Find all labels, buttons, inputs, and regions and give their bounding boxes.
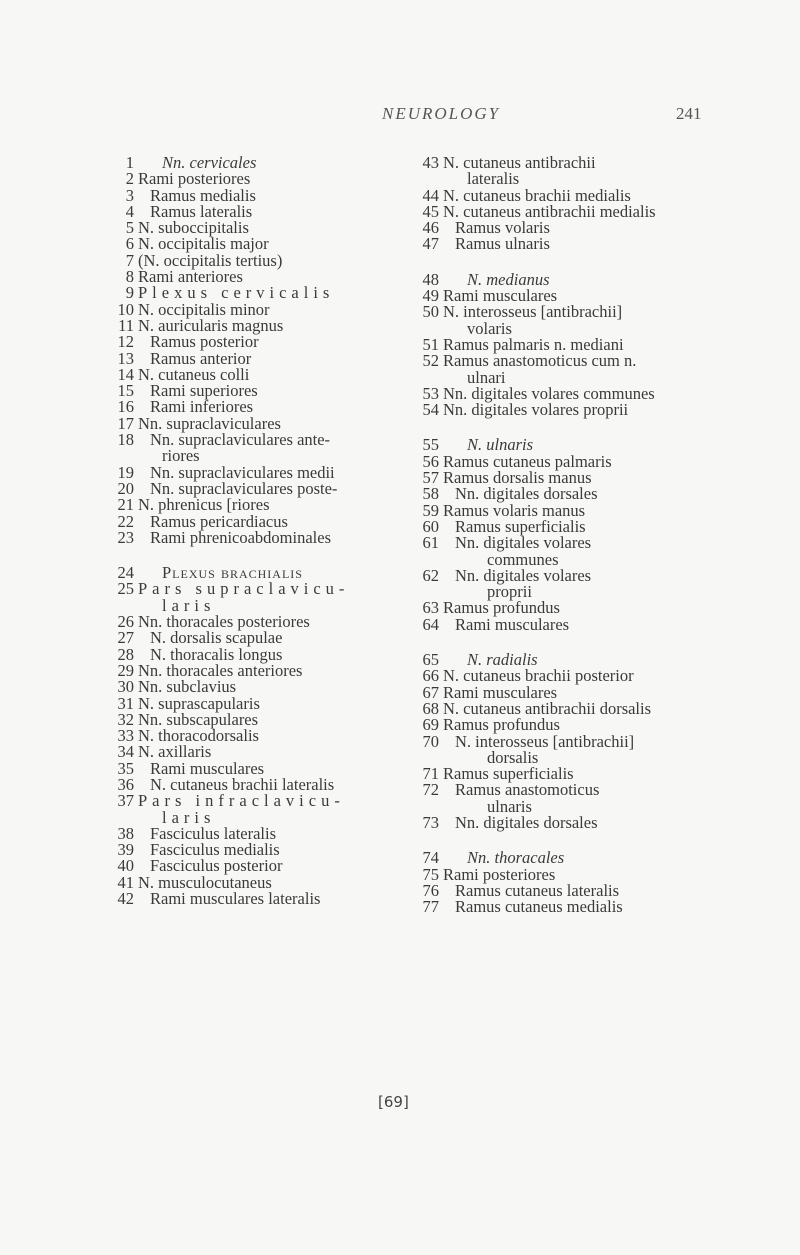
index-entry [409, 614, 749, 634]
entry-number: 5 [125, 218, 134, 238]
index-entry [104, 334, 404, 350]
entry-number: 39 [117, 840, 134, 860]
entry-text: Ramus ulnaris [455, 234, 550, 254]
entry-number: 38 [117, 823, 134, 843]
section-gap [409, 418, 749, 437]
entry-text: Rami posteriores [138, 169, 251, 189]
entry-text: Rami musculares [150, 758, 265, 778]
entry-number: 48 [422, 269, 439, 289]
entry-text: Ramus pericardiacus [150, 511, 288, 531]
entry-number: 44 [422, 185, 439, 205]
entry-text: N. cutaneus antibrachii [443, 153, 596, 172]
entry-text: volaris [467, 318, 512, 338]
entry-text: Nn. thoracales [467, 848, 565, 868]
entry-number: 25 [117, 579, 134, 599]
entry-text: N. dorsalis scapulae [150, 628, 283, 648]
index-entry [409, 899, 749, 915]
entry-text: Ramus superficialis [443, 764, 574, 784]
entry-number: 68 [422, 698, 439, 718]
entry-number: 59 [422, 500, 439, 520]
entry-number: 17 [117, 413, 134, 433]
entry-text: N. cutaneus antibrachii dorsalis [443, 698, 652, 718]
entry-number: 11 [118, 315, 134, 335]
plate-number: [69] [378, 1093, 409, 1111]
entry-number: 52 [422, 351, 439, 371]
entry-number: 46 [422, 218, 439, 238]
entry-text: lateralis [467, 169, 520, 189]
entry-number: 55 [422, 435, 439, 455]
entry-number: 75 [422, 864, 439, 884]
entry-number: 28 [117, 644, 134, 664]
entry-number: 66 [422, 666, 439, 686]
entry-number: 29 [117, 660, 134, 680]
entry-text: N. thoracodorsalis [138, 726, 259, 746]
entry-number: 27 [117, 628, 134, 648]
entry-number: 24 [117, 563, 134, 583]
entry-number: 63 [422, 598, 439, 618]
entry-number: 9 [125, 283, 134, 303]
entry-number: 61 [422, 533, 439, 553]
entry-text: N. interosseus [antibrachii] [455, 731, 635, 751]
entry-number: 72 [422, 780, 439, 800]
entry-number: 13 [117, 348, 134, 368]
index-entry [409, 304, 749, 320]
entry-number: 49 [422, 286, 439, 306]
entry-text: Nn. supraclaviculares ante- [150, 430, 331, 450]
entry-number: 56 [422, 451, 439, 471]
entry-number: 22 [117, 511, 134, 531]
entry-text: Fasciculus medialis [150, 840, 280, 860]
entry-text: Ramus profundus [443, 598, 560, 618]
entry-text: Nn. digitales dorsales [455, 812, 598, 832]
entry-text: Nn. subclavius [138, 677, 237, 697]
entry-number: 1 [125, 153, 134, 172]
entry-text: communes [487, 549, 559, 569]
entry-text: N. ulnaris [467, 435, 534, 455]
entry-text: Rami superiores [150, 381, 258, 401]
entry-text: Nn. supraclaviculares poste- [150, 478, 338, 498]
entry-number: 37 [117, 791, 134, 811]
index-entry [409, 535, 749, 551]
section-gap [409, 253, 749, 272]
section-gap [409, 831, 749, 850]
entry-text: Nn. digitales volares [455, 533, 592, 553]
index-entry [104, 383, 404, 399]
entry-number: 30 [117, 677, 134, 697]
entry-number: 43 [422, 153, 439, 172]
entry-number: 20 [117, 478, 134, 498]
entry-number: 21 [117, 495, 134, 515]
entry-text: Fasciculus lateralis [150, 823, 277, 843]
entry-number: 10 [117, 299, 134, 319]
entry-number: 60 [422, 516, 439, 536]
entry-text: Ramus superficialis [455, 516, 586, 536]
entry-text: N. medianus [467, 269, 550, 289]
index-entry [104, 185, 404, 205]
entry-number: 77 [422, 897, 439, 917]
entry-number: 35 [117, 758, 134, 778]
entry-number: 7 [125, 250, 134, 270]
entry-number: 41 [117, 872, 134, 892]
entry-number: 54 [422, 400, 439, 420]
entry-text: N. interosseus [antibrachii] [443, 302, 623, 322]
entry-number: 74 [422, 848, 439, 868]
entry-number: 57 [422, 468, 439, 488]
entry-text: Nn. supraclaviculares medii [150, 462, 335, 482]
entry-text: Nn. subscapulares [138, 709, 259, 729]
entry-text: Ramus profundus [443, 715, 560, 735]
entry-text: N. phrenicus [riores [138, 495, 270, 515]
entry-text: N. cutaneus brachii medialis [443, 185, 631, 205]
entry-number: 31 [117, 693, 134, 713]
entry-text: N. cutaneus brachii posterior [443, 666, 634, 686]
entry-text: Plexus brachialis [162, 563, 303, 583]
entry-number: 64 [422, 614, 439, 634]
index-entry [409, 236, 749, 252]
entry-number: 2 [125, 169, 134, 189]
index-entry [409, 812, 749, 832]
index-entry [104, 432, 404, 448]
entry-text: N. cutaneus brachii lateralis [150, 774, 335, 794]
entry-number: 33 [117, 726, 134, 746]
index-entry [409, 402, 749, 418]
entry-text: N. suprascapularis [138, 693, 260, 713]
entry-text: laris [162, 807, 216, 827]
entry-text: Ramus posterior [150, 332, 259, 352]
page-number: 241 [676, 104, 702, 123]
entry-text: Rami musculares [443, 286, 558, 306]
entry-text: (N. occipitalis tertius) [138, 250, 283, 270]
entry-text: N. cutaneus colli [138, 364, 250, 384]
entry-number: 53 [422, 383, 439, 403]
entry-text: Ramus volaris [455, 218, 550, 238]
entry-text: N. radialis [467, 650, 538, 670]
entry-text: Ramus anterior [150, 348, 252, 368]
entry-text: Rami phrenicoabdominales [150, 527, 331, 547]
entry-number: 51 [422, 334, 439, 354]
entry-text: Rami musculares lateralis [150, 889, 321, 909]
entry-text: Rami inferiores [150, 397, 254, 417]
entry-text: proprii [487, 582, 532, 602]
entry-text: ulnari [467, 367, 506, 387]
entry-number: 16 [117, 397, 134, 417]
entry-number: 36 [117, 774, 134, 794]
entry-number: 76 [422, 880, 439, 900]
entry-text: ulnaris [487, 796, 532, 816]
entry-number: 47 [422, 234, 439, 254]
entry-number: 45 [422, 201, 439, 221]
entry-number: 14 [117, 364, 134, 384]
entry-number: 40 [117, 856, 134, 876]
index-entry [104, 527, 404, 547]
entry-text: Nn. digitales dorsales [455, 484, 598, 504]
entry-text: Ramus cutaneus medialis [455, 897, 623, 917]
left-column [104, 155, 404, 907]
index-entry [104, 581, 404, 597]
entry-text: Ramus lateralis [150, 201, 253, 221]
entry-text: Nn. supraclaviculares [138, 413, 281, 433]
entry-text: Nn. digitales volares proprii [443, 400, 629, 420]
index-entry [409, 565, 749, 585]
entry-text: Ramus dorsalis manus [443, 468, 592, 488]
index-entry [409, 782, 749, 798]
entry-text: N. suboccipitalis [138, 218, 249, 238]
entry-number: 71 [422, 764, 439, 784]
entry-number: 15 [117, 381, 134, 401]
entry-text: riores [162, 446, 200, 466]
entry-text: Nn. cervicales [162, 153, 257, 172]
running-header-title: NEUROLOGY [382, 104, 501, 123]
entry-number: 3 [125, 185, 134, 205]
entry-number: 19 [117, 462, 134, 482]
entry-number: 62 [422, 565, 439, 585]
entry-text: N. cutaneus antibrachii medialis [443, 201, 656, 221]
entry-text: Ramus medialis [150, 185, 256, 205]
entry-text: Nn. digitales volares communes [443, 383, 655, 403]
entry-text: N. musculocutaneus [138, 872, 272, 892]
entry-number: 34 [117, 742, 134, 762]
entry-text: Pars infraclavicu- [138, 791, 345, 811]
entry-text: dorsalis [487, 747, 539, 767]
entry-text: Ramus cutaneus lateralis [455, 880, 620, 900]
entry-text: Ramus volaris manus [443, 500, 586, 520]
index-entry [104, 891, 404, 907]
entry-number: 67 [422, 682, 439, 702]
entry-text: Ramus anastomoticus cum n. [443, 351, 637, 371]
index-entry [409, 155, 749, 171]
entry-number: 32 [117, 709, 134, 729]
entry-text: Rami musculares [443, 682, 558, 702]
index-entry [409, 353, 749, 369]
index-entry [409, 731, 749, 751]
entry-text: Rami anteriores [138, 267, 243, 287]
entry-text: Pars supraclavicu- [138, 579, 350, 599]
entry-number: 42 [117, 889, 134, 909]
entry-text: N. auricularis magnus [138, 315, 284, 335]
entry-text: Nn. digitales volares [455, 565, 592, 585]
entry-text: Ramus palmaris n. mediani [443, 334, 624, 354]
entry-text: Plexus cervicalis [138, 283, 335, 303]
entry-number: 70 [422, 731, 439, 751]
entry-number: 73 [422, 812, 439, 832]
entry-number: 65 [422, 650, 439, 670]
entry-text: Fasciculus posterior [150, 856, 283, 876]
entry-text: Nn. thoracales posteriores [138, 612, 310, 632]
entry-text: N. occipitalis major [138, 234, 269, 254]
entry-number: 58 [422, 484, 439, 504]
entry-text: N. axillaris [138, 742, 212, 762]
entry-text: Rami posteriores [443, 864, 556, 884]
entry-text: laris [162, 595, 216, 615]
entry-number: 8 [125, 267, 134, 287]
entry-text: Ramus cutaneus palmaris [443, 451, 612, 471]
entry-number: 26 [117, 612, 134, 632]
entry-number: 50 [422, 302, 439, 322]
entry-text: N. occipitalis minor [138, 299, 270, 319]
entry-number: 6 [125, 234, 134, 254]
entry-number: 69 [422, 715, 439, 735]
section-gap [409, 633, 749, 652]
entry-number: 23 [117, 527, 134, 547]
entry-text: Rami musculares [455, 614, 570, 634]
entry-text: Ramus anastomoticus [455, 780, 600, 800]
entry-text: N. thoracalis longus [150, 644, 283, 664]
index-entry [104, 793, 404, 809]
entry-number: 4 [125, 201, 134, 221]
entry-text: Nn. thoracales anteriores [138, 660, 303, 680]
right-column [409, 155, 749, 915]
entry-number: 12 [117, 332, 134, 352]
entry-number: 18 [117, 430, 134, 450]
